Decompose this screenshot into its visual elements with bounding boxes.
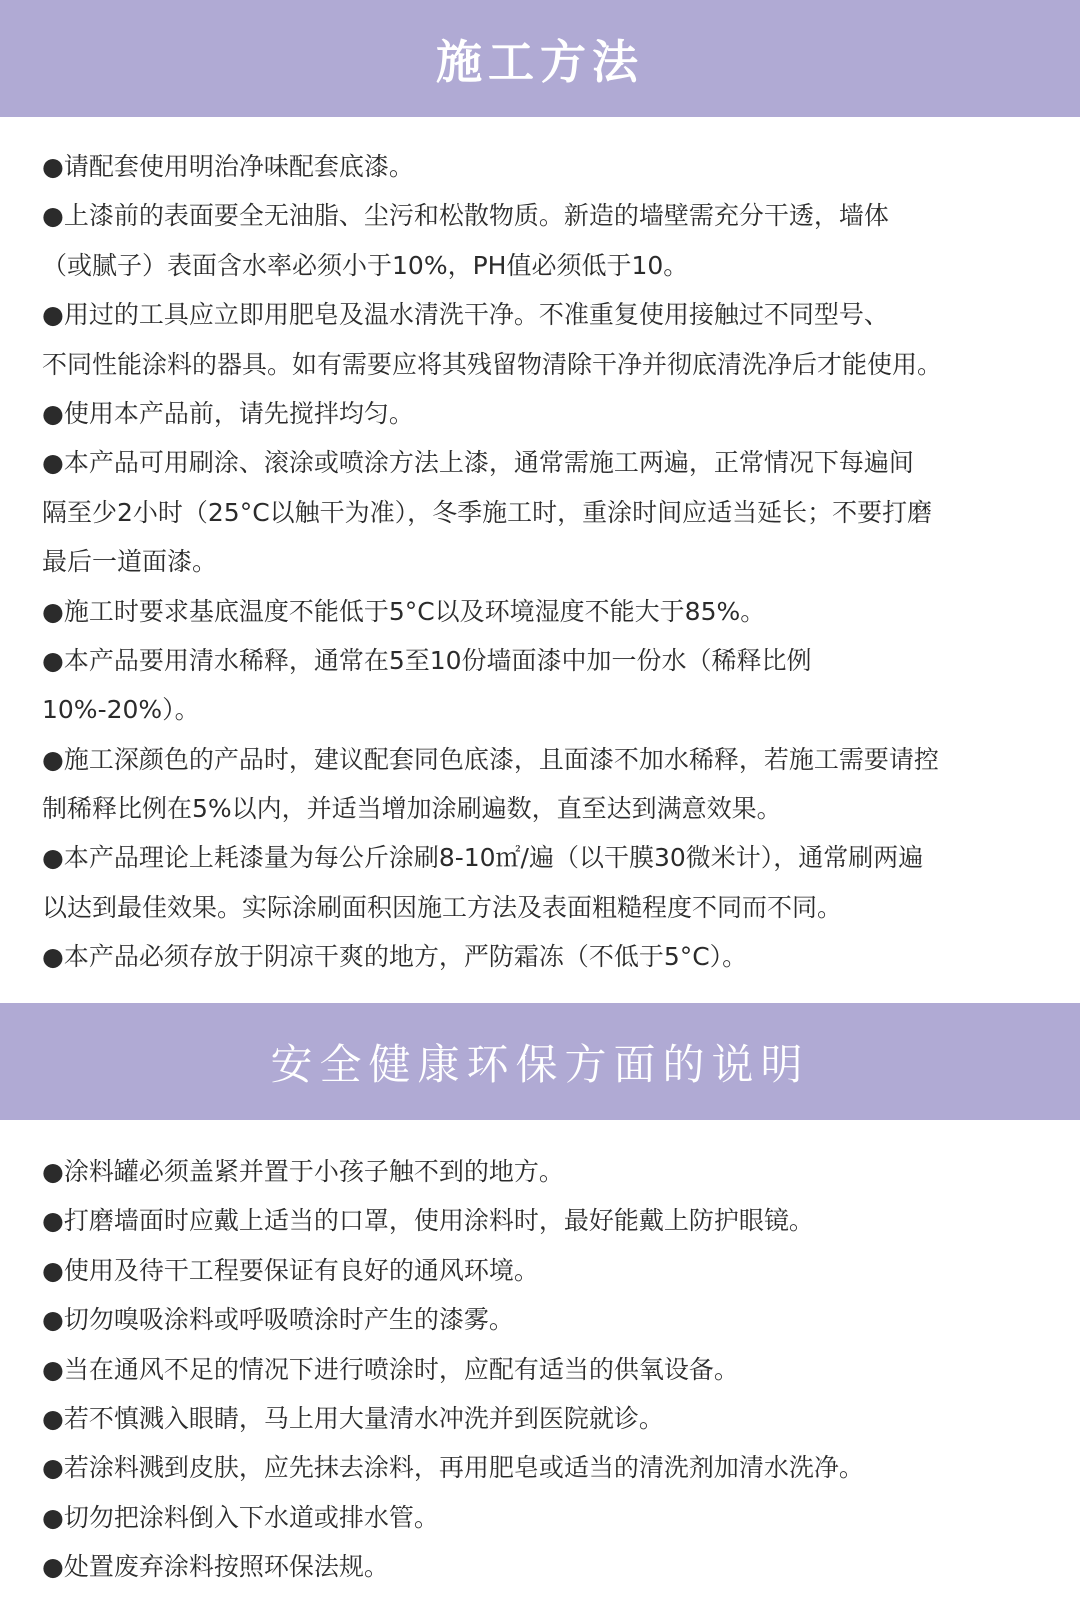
text-line: ●处置废弃涂料按照环保法规。 [42,1552,389,1582]
text-line: ●打磨墙面时应戴上适当的口罩，使用涂料时，最好能戴上防护眼镜。 [42,1206,814,1236]
text-line: ●切勿嗅吸涂料或呼吸喷涂时产生的漆雾。 [42,1305,514,1335]
text-line: ●用过的工具应立即用肥皂及温水清洗干净。不准重复使用接触过不同型号、 [42,300,889,330]
text-line: 隔至少2小时（25°C以触干为准），冬季施工时，重涂时间应适当延长；不要打磨 [42,497,933,527]
text-line: ●当在通风不足的情况下进行喷涂时，应配有适当的供氧设备。 [42,1354,739,1384]
text-line: 10%-20%）。 [42,695,200,725]
text-line: 以达到最佳效果。实际涂刷面积因施工方法及表面粗糙程度不同而不同。 [42,892,843,922]
text-line: ●若涂料溅到皮肤，应先抹去涂料，再用肥皂或适当的清洗剂加清水洗净。 [42,1453,864,1483]
text-line: ●使用本产品前，请先搅拌均匀。 [42,398,414,428]
text-line: 不同性能涂料的器具。如有需要应将其残留物清除干净并彻底清洗净后才能使用。 [42,349,943,379]
text-line: ●涂料罐必须盖紧并置于小孩子触不到的地方。 [42,1157,564,1186]
text-line: ●本产品可用刷涂、滚涂或喷涂方法上漆，通常需施工两遍，正常情况下每遍间 [42,448,914,478]
section-title: 施工方法 [436,34,644,89]
text-line: ●使用及待干工程要保证有良好的通风环境。 [42,1255,539,1285]
text-line: 制稀释比例在5%以内，并适当增加涂刷遍数，直至达到满意效果。 [42,794,782,824]
text-line: ●切勿把涂料倒入下水道或排水管。 [42,1502,439,1532]
text-line: ●施工时要求基底温度不能低于5°C以及环境湿度不能大于85%。 [42,596,766,626]
text-line: ●本产品必须存放于阴凉干爽的地方，严防霜冻（不低于5°C）。 [42,942,748,972]
safety-health-header [0,1003,1080,1120]
construction-method-list [42,142,1072,982]
safety-health-list [42,1147,1072,1592]
text-line: （或腻子）表面含水率必须小于10%，PH值必须低于10。 [42,250,689,280]
text-line: ●请配套使用明治净味配套底漆。 [42,152,414,181]
construction-method-header [0,0,1080,117]
text-line: ●本产品理论上耗漆量为每公斤涂刷8-10㎡/遍（以干膜30微米计），通常刷两遍 [42,843,924,873]
text-line: 最后一道面漆。 [42,547,218,577]
text-line: ●上漆前的表面要全无油脂、尘污和松散物质。新造的墙壁需充分干透，墙体 [42,201,889,231]
text-line: ●施工深颜色的产品时，建议配套同色底漆，且面漆不加水稀释，若施工需要请控 [42,744,939,774]
section-title: 安全健康环保方面的说明 [270,1039,810,1089]
text-line: ●若不慎溅入眼睛，马上用大量清水冲洗并到医院就诊。 [42,1403,664,1433]
text-line: ●本产品要用清水稀释，通常在5至10份墙面漆中加一份水（稀释比例 [42,645,812,675]
